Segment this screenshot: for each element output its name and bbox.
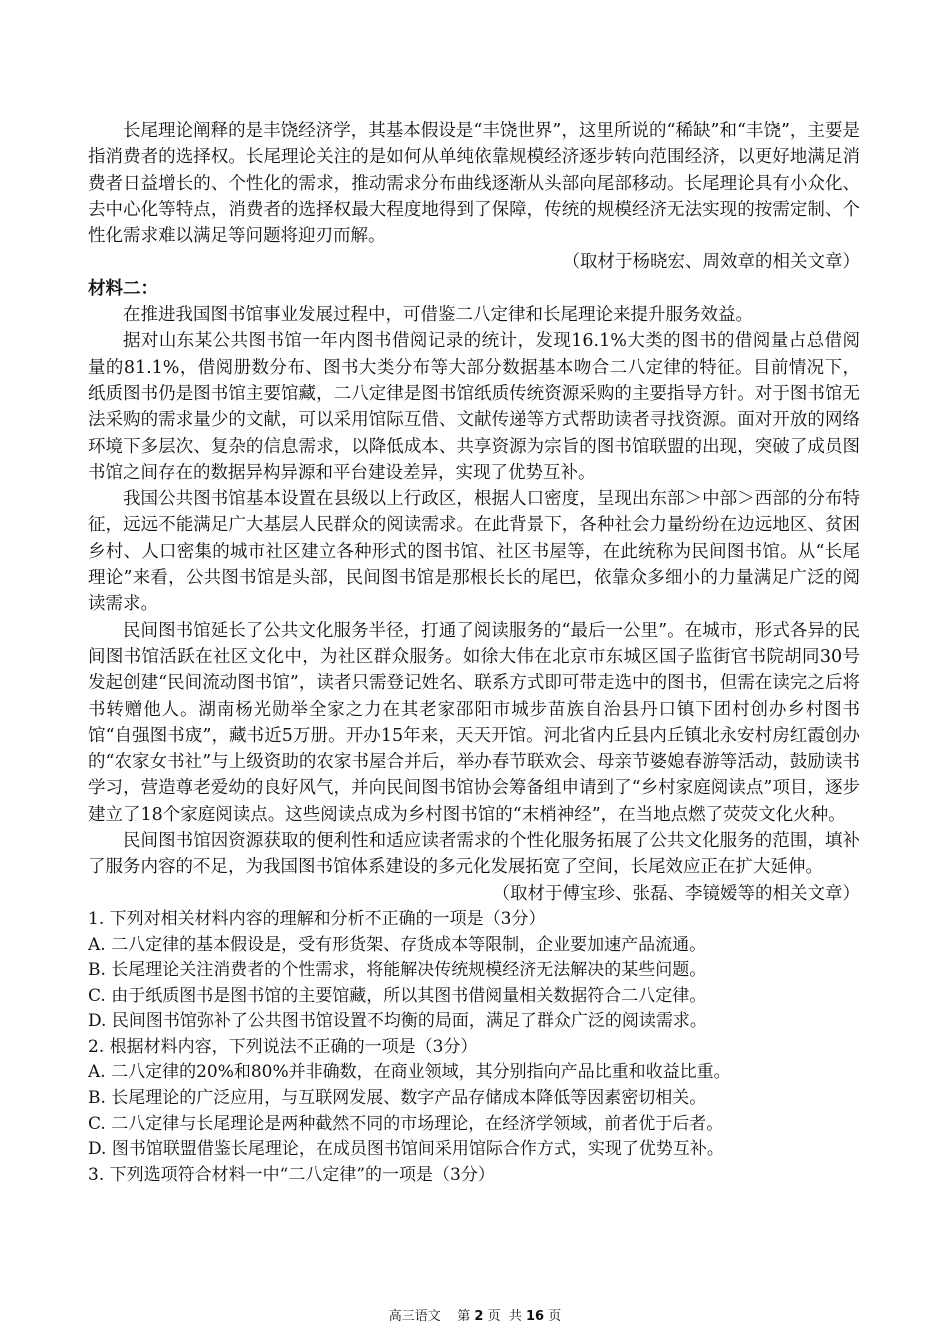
- question-1-option-a: A. 二八定律的基本假设是，受有形货架、存货成本等限制，企业要加速产品流通。: [88, 934, 707, 955]
- question-1-option-d: D. 民间图书馆弥补了公共图书馆设置不均衡的局面，满足了群众广泛的阅读需求。: [88, 1011, 707, 1032]
- material-two-source: （取材于傅宝珍、张磊、李镜嫒等的相关文章）: [492, 883, 860, 904]
- document-page: [88, 118, 860, 1188]
- question-2-option-a: A. 二八定律的20%和80%并非确数，在商业领域，其分别指向产品比重和收益比重。: [88, 1062, 731, 1083]
- footer-page-total: 16: [526, 1309, 545, 1324]
- question-1-option-c: C. 由于纸质图书是图书馆的主要馆藏，所以其图书借阅量相关数据符合二八定律。: [88, 985, 707, 1006]
- material-two-paragraph-3: 我国公共图书馆基本设置在县级以上行政区，根据人口密度，呈现出东部＞中部＞西部的分布特征，远远不能满足广大基层人民群众的阅读需求。在此背景下，各种社会力量纷纷在边远地区、贫困乡村、人口密集的城市社区建立各种形式的图书馆、社区书屋等，在此统称为民间图书馆。从“长尾理论”来看，公共图书馆是头部，民间图书馆是那根长长的尾巴，依靠众多细小的力量满足广泛的阅读需求。: [88, 489, 860, 615]
- question-1: [88, 907, 860, 1035]
- question-2: [88, 1035, 860, 1163]
- question-2-stem: 2. 根据材料内容，下列说法不正确的一项是（3分）: [88, 1036, 478, 1057]
- question-3: [88, 1163, 860, 1189]
- material-two-paragraph-1: 在推进我国图书馆事业发展过程中，可借鉴二八定律和长尾理论来提升服务效益。: [123, 305, 753, 326]
- material-one-source: （取材于杨晓宏、周效章的相关文章）: [562, 252, 860, 273]
- footer-page-prefix: 第: [457, 1309, 471, 1324]
- footer-subject: 高三语文: [388, 1309, 441, 1324]
- footer-page-current: 2: [474, 1309, 484, 1324]
- page-footer: [0, 1305, 950, 1324]
- question-2-option-c: C. 二八定律与长尾理论是两种截然不同的市场理论，在经济学领域，前者优于后者。: [88, 1113, 724, 1134]
- material-one-paragraph: 长尾理论阐释的是丰饶经济学，其基本假设是“丰饶世界”，这里所说的“稀缺”和“丰饶”，主要是指消费者的选择权。长尾理论关注的是如何从单纯依靠规模经济逐步转向范围经济，以更好地满足消费者日益增长的、个性化的需求，推动需求分布曲线逐渐从头部向尾部移动。长尾理论具有小众化、去中心化等特点，消费者的选择权最大程度地得到了保障，传统的规模经济无法实现的按需定制、个性化需求难以满足等问题将迎刃而解。: [88, 121, 860, 247]
- footer-page-suffix: 页: [548, 1309, 562, 1324]
- material-two-paragraph-5: 民间图书馆因资源获取的便利性和适应读者需求的个性化服务拓展了公共文化服务的范围，填补了服务内容的不足，为我国图书馆体系建设的多元化发展拓宽了空间，长尾效应正在扩大延伸。: [88, 831, 860, 878]
- question-1-stem: 1. 下列对相关材料内容的理解和分析不正确的一项是（3分）: [88, 908, 546, 929]
- question-2-option-b: B. 长尾理论的广泛应用，与互联网发展、数字产品存储成本降低等因素密切相关。: [88, 1088, 707, 1109]
- material-two-paragraph-4: 民间图书馆延长了公共文化服务半径，打通了阅读服务的“最后一公里”。在城市，形式各异的民间图书馆活跃在社区文化中，为社区群众服务。如徐大伟在北京市东城区国子监街官书院胡同30号发起创建“民间流动图书馆”，读者只需登记姓名、联系方式即可带走选中的图书，但需在读完之后将书转赠他人。湖南杨光勋举全家之力在其老家邵阳市城步苗族自治县丹口镇下团村创办乡村图书馆“自强图书宬”，藏书近5万册。开办15年来，天天开馆。河北省内丘县内丘镇北永安村房红霞创办的“农家女书社”与上级资助的农家书屋合并后，举办春节联欢会、母亲节婆媳春游等活动，鼓励读书学习，营造尊老爱幼的良好风气，并向民间图书馆协会筹备组申请到了“乡村家庭阅读点”项目，逐步建立了18个家庭阅读点。这些阅读点成为乡村图书馆的“末梢神经”，在当地点燃了荧荧文化火种。: [88, 620, 860, 825]
- question-3-stem: 3. 下列选项符合材料一中“二八定律”的一项是（3分）: [88, 1164, 495, 1185]
- material-two-paragraph-2: 据对山东某公共图书馆一年内图书借阅记录的统计，发现16.1%大类的图书的借阅量占总借阅量的81.1%，借阅册数分布、图书大类分布等大部分数据基本吻合二八定律的特征。目前情况下，纸质图书仍是图书馆主要馆藏，二八定律是图书馆纸质传统资源采购的主要指导方针。对于图书馆无法采购的需求量少的文献，可以采用馆际互借、文献传递等方式帮助读者寻找资源。面对开放的网络环境下多层次、复杂的信息需求，以降低成本、共享资源为宗旨的图书馆联盟的出现，突破了成员图书馆之间存在的数据异构异源和平台建设差异，实现了优势互补。: [88, 331, 860, 483]
- question-1-option-b: B. 长尾理论关注消费者的个性需求，将能解决传统规模经济无法解决的某些问题。: [88, 960, 707, 981]
- footer-page-mid: 页 共: [487, 1309, 522, 1324]
- material-two-heading: 材料二：: [88, 278, 158, 299]
- question-2-option-d: D. 图书馆联盟借鉴长尾理论，在成员图书馆间采用馆际合作方式，实现了优势互补。: [88, 1139, 724, 1160]
